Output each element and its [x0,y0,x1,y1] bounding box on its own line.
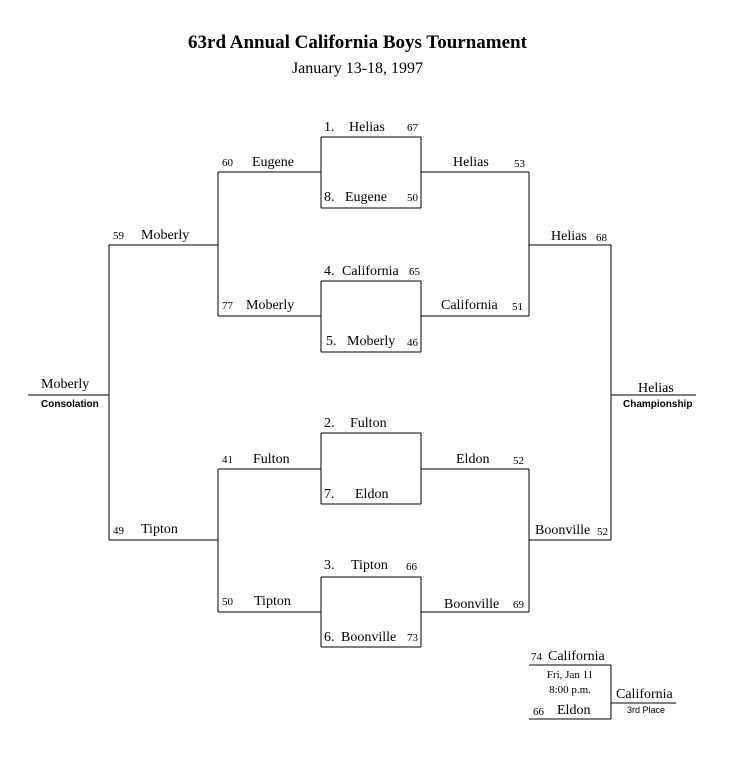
team-score: 59 [113,230,124,242]
team-name: Eldon [355,487,389,502]
team-score: 41 [222,454,233,466]
team-score: 66 [533,706,544,718]
team-score: 69 [513,599,524,611]
team-name: Moberly [246,298,295,313]
championship-label: Championship [623,399,693,410]
team-name: Helias [453,155,489,170]
seed-label: 4. [324,264,335,279]
team-score: 77 [222,300,233,312]
team-score: 74 [531,651,542,663]
team-name: Eugene [252,155,294,170]
game-time: 8:00 p.m. [549,684,591,696]
team-score: 68 [596,232,607,244]
team-score: 51 [512,301,523,313]
page-title: 63rd Annual California Boys Tournament [188,32,527,53]
team-name: Tipton [141,522,178,537]
team-score: 67 [407,122,418,134]
team-name: Boonville [444,597,500,612]
team-name: Fulton [253,452,290,467]
team-name: Eldon [557,703,591,718]
team-name: Helias [551,229,587,244]
team-score: 52 [597,526,608,538]
team-name: California [441,298,498,313]
team-score: 53 [514,158,525,170]
team-name: California [342,264,399,279]
seed-label: 8. [324,190,335,205]
team-score: 52 [513,455,524,467]
page-subtitle: January 13-18, 1997 [291,60,424,77]
team-score: 50 [407,192,418,204]
team-score: 66 [406,561,417,573]
team-name: Tipton [351,558,388,573]
seed-label: 2. [324,416,335,431]
game-date: Fri, Jan 11 [546,669,594,681]
team-name: Boonville [341,630,397,645]
consolation-label: Consolation [41,399,99,410]
team-name: Boonville [535,523,591,538]
team-score: 46 [407,337,418,349]
team-score: 73 [407,632,418,644]
third-place-winner: California [616,687,673,702]
championship-winner: Helias [638,381,674,396]
team-name: Eldon [456,452,490,467]
seed-label: 1. [324,120,335,135]
seed-label: 7. [324,487,335,502]
consolation-winner: Moberly [41,377,90,392]
seed-label: 5. [326,334,337,349]
team-name: California [548,649,605,664]
third-place-label: 3rd Place [627,705,666,715]
team-name: Tipton [254,594,291,609]
team-score: 65 [409,266,420,278]
team-score: 49 [113,525,124,537]
team-score: 60 [222,157,233,169]
team-name: Moberly [347,334,396,349]
team-score: 50 [222,596,233,608]
team-name: Eugene [345,190,387,205]
seed-label: 6. [324,630,335,645]
team-name: Moberly [141,228,190,243]
team-name: Fulton [350,416,387,431]
team-name: Helias [349,120,385,135]
seed-label: 3. [324,558,335,573]
